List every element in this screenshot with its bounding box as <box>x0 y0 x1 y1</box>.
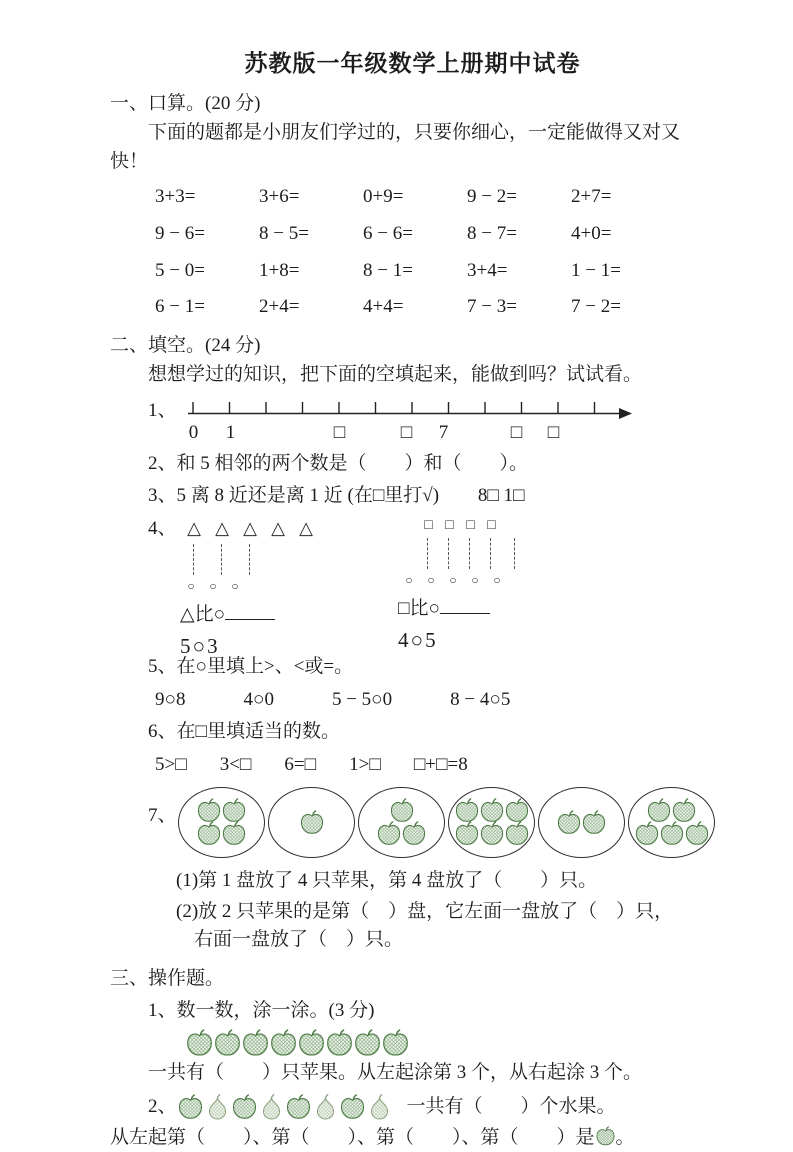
operate-q2-positions-text: 从左起第（ ）、第（ ）、第（ ）、第（ ）是 <box>110 1127 595 1148</box>
dashed-line <box>448 538 449 569</box>
apple-icon <box>376 821 402 847</box>
plate-6 <box>628 787 715 858</box>
compare-item: 9○8 <box>155 689 186 711</box>
operate-q2-positions-line <box>110 1125 735 1152</box>
fill-q7-sub1: (1)第 1 盘放了 4 只苹果，第 4 盘放了（ ）只。 <box>176 870 598 892</box>
fill-q5-heading: 5、在○里填上>、<或=。 <box>148 656 354 678</box>
compare-item: 5 − 5○0 <box>331 689 393 711</box>
oral-problem: 6 − 6= <box>363 222 413 244</box>
oral-problem: 9 − 2= <box>467 185 517 207</box>
triangle-icon: △ <box>187 518 201 539</box>
oral-problem: 1+8= <box>259 259 300 281</box>
apple-icon <box>177 1094 204 1121</box>
oral-problem: 8 − 1= <box>363 259 413 281</box>
compare-item: 4○0 <box>243 689 274 711</box>
oral-intro-line1: 下面的题都是小朋友们学过的，只要你细心，一定能做得又对又 <box>148 121 681 143</box>
fill-q4-left-compare: 5○3 <box>180 633 220 658</box>
fill-q4-left-group <box>180 516 320 661</box>
fill-q7-sub2-line2: 右面一盘放了（ ）只。 <box>194 929 404 951</box>
pear-icon <box>204 1094 231 1121</box>
number-line <box>186 398 634 419</box>
oral-problem: 4+0= <box>571 222 612 244</box>
fill-q7-plates <box>110 787 735 858</box>
oral-problem: 9 − 6= <box>155 222 205 244</box>
section-oral-heading: 一、口算。(20 分) <box>110 92 261 114</box>
pear-icon <box>258 1094 285 1121</box>
apple-icon <box>325 1029 354 1058</box>
numberline-label: 1 <box>225 422 236 444</box>
fill-q3-text: 3、5 离 8 近还是离 1 近 (在□里打√) <box>148 485 440 507</box>
circle-icon: ○ <box>427 573 435 588</box>
oral-problem: 4+4= <box>363 296 404 318</box>
oral-problem: 2+4= <box>259 296 300 318</box>
circle-row <box>180 578 320 595</box>
apple-icon <box>353 1029 382 1058</box>
oral-problem: 1 − 1= <box>571 259 621 281</box>
circle-icon: ○ <box>471 573 479 588</box>
triangle-icon: △ <box>271 518 285 539</box>
page-title: 苏教版一年级数学上册期中试卷 <box>244 51 581 76</box>
square-row <box>398 516 508 536</box>
apple-icon <box>297 1029 326 1058</box>
question-number: 7、 <box>148 805 177 827</box>
square-icon: □ <box>487 518 496 534</box>
fill-q3-boxes: 8□ 1□ <box>477 485 525 507</box>
dashed-line <box>514 538 515 569</box>
numberline-blank-box: □ <box>400 422 413 444</box>
apple-icon <box>299 810 325 836</box>
oral-problem: 6 − 1= <box>155 296 205 318</box>
numberline-label: 7 <box>438 422 449 444</box>
fill-q4-right-compare: 4○5 <box>398 628 438 653</box>
plate-1 <box>178 787 265 858</box>
operate-q2-row <box>110 1094 735 1121</box>
apple-icon <box>595 1126 616 1147</box>
apple-icon <box>479 821 505 847</box>
number-line-labels <box>186 419 631 446</box>
numberline-blank-box: □ <box>510 422 523 444</box>
circle-icon: ○ <box>209 578 217 593</box>
apple-icon <box>339 1094 366 1121</box>
apple-icon <box>581 810 607 836</box>
dashed-line <box>490 538 491 569</box>
triangle-icon: △ <box>215 518 229 539</box>
operate-q2-end: 。 <box>615 1127 635 1148</box>
plate-3 <box>358 787 445 858</box>
circle-icon: ○ <box>231 578 239 593</box>
oral-problem: 5 − 0= <box>155 259 205 281</box>
question-number: 4、 <box>148 518 177 540</box>
oral-problem: 7 − 3= <box>467 296 517 318</box>
dashed-line <box>469 538 470 569</box>
numberline-label: 0 <box>188 422 199 444</box>
plate-5 <box>538 787 625 858</box>
fill-q4-right-caption: □比○ <box>398 598 440 620</box>
operate-q1-text: 一共有（ ）只苹果。从左起涂第 3 个，从右起涂 3 个。 <box>148 1062 643 1084</box>
numberline-blank-box: □ <box>333 422 346 444</box>
fill-q3 <box>110 483 735 510</box>
match-lines <box>180 542 320 578</box>
operate-q2-total-text: 一共有（ ）个水果。 <box>406 1096 616 1118</box>
apple-icon <box>659 821 685 847</box>
oral-problem: 7 − 2= <box>571 296 621 318</box>
pear-icon <box>312 1094 339 1121</box>
apple-icon <box>684 821 710 847</box>
oral-problem: 3+4= <box>467 259 508 281</box>
answer-blank-line <box>225 604 275 620</box>
fill-intro: 想想学过的知识，把下面的空填起来，能做到吗？试试看。 <box>148 364 643 386</box>
number-blank-item: 6=□ <box>284 754 317 776</box>
match-lines <box>398 536 508 572</box>
apple-icon <box>285 1094 312 1121</box>
circle-icon: ○ <box>405 573 413 588</box>
dashed-line <box>221 544 222 575</box>
pear-icon <box>366 1094 393 1121</box>
oral-intro-line2: 快！ <box>110 150 149 172</box>
compare-item: 8 − 4○5 <box>450 689 511 711</box>
question-number: 2、 <box>148 1096 177 1118</box>
fill-q6-heading: 6、在□里填适当的数。 <box>148 721 340 743</box>
number-blank-item: 3<□ <box>219 754 252 776</box>
apple-icon <box>185 1029 214 1058</box>
circle-icon: ○ <box>493 573 501 588</box>
operate-q1-apple-row <box>185 1029 735 1058</box>
circle-icon: ○ <box>187 578 195 593</box>
answer-blank-line <box>440 598 490 614</box>
dashed-line <box>193 544 194 575</box>
apple-icon <box>381 1029 410 1058</box>
section-fill-heading: 二、填空。(24 分) <box>110 335 261 357</box>
circle-icon: ○ <box>449 573 457 588</box>
fill-q2: 2、和 5 相邻的两个数是（ ）和（ ）。 <box>148 453 529 475</box>
fill-q4-left-caption: △比○ <box>180 603 226 625</box>
number-blank-item: □+□=8 <box>413 754 468 776</box>
fill-q5-items <box>155 687 735 714</box>
apple-icon <box>231 1094 258 1121</box>
apple-icon <box>634 821 660 847</box>
fill-q1-numberline <box>110 398 735 446</box>
square-icon: □ <box>424 518 433 534</box>
oral-problem: 0+9= <box>363 185 404 207</box>
fill-q4-right-group <box>398 516 508 656</box>
oral-problems-grid <box>155 184 735 322</box>
number-blank-item: 5>□ <box>155 754 187 776</box>
arrow-head-icon <box>619 408 632 419</box>
oral-problem: 3+6= <box>259 185 300 207</box>
apple-icon <box>221 821 247 847</box>
section-operate-heading: 三、操作题。 <box>110 968 225 990</box>
apple-icon <box>401 821 427 847</box>
fill-q6-items <box>155 752 735 779</box>
apple-icon <box>504 821 530 847</box>
oral-problem: 3+3= <box>155 185 196 207</box>
circle-row <box>398 572 508 589</box>
oral-problem: 8 − 7= <box>467 222 517 244</box>
plate-2 <box>268 787 355 858</box>
number-blank-item: 1>□ <box>349 754 381 776</box>
fill-q4 <box>110 516 735 658</box>
apple-icon <box>241 1029 270 1058</box>
dashed-line <box>427 538 428 569</box>
numberline-blank-box: □ <box>547 422 560 444</box>
triangle-icon: △ <box>243 518 257 539</box>
oral-problem: 8 − 5= <box>259 222 309 244</box>
operate-q1-heading: 1、数一数，涂一涂。(3 分) <box>148 1000 375 1022</box>
apple-icon <box>556 810 582 836</box>
triangle-row <box>180 516 320 542</box>
square-icon: □ <box>445 518 454 534</box>
apple-icon <box>454 821 480 847</box>
apple-icon <box>269 1029 298 1058</box>
square-icon: □ <box>466 518 475 534</box>
oral-problem: 2+7= <box>571 185 612 207</box>
apple-icon <box>196 821 222 847</box>
triangle-icon: △ <box>299 518 313 539</box>
apple-icon <box>213 1029 242 1058</box>
fill-q7-sub2-line1: (2)放 2 只苹果的是第（ ）盘，它左面一盘放了（ ）只， <box>176 901 674 923</box>
question-number: 1、 <box>148 400 177 422</box>
dashed-line <box>249 544 250 575</box>
plate-4 <box>448 787 535 858</box>
